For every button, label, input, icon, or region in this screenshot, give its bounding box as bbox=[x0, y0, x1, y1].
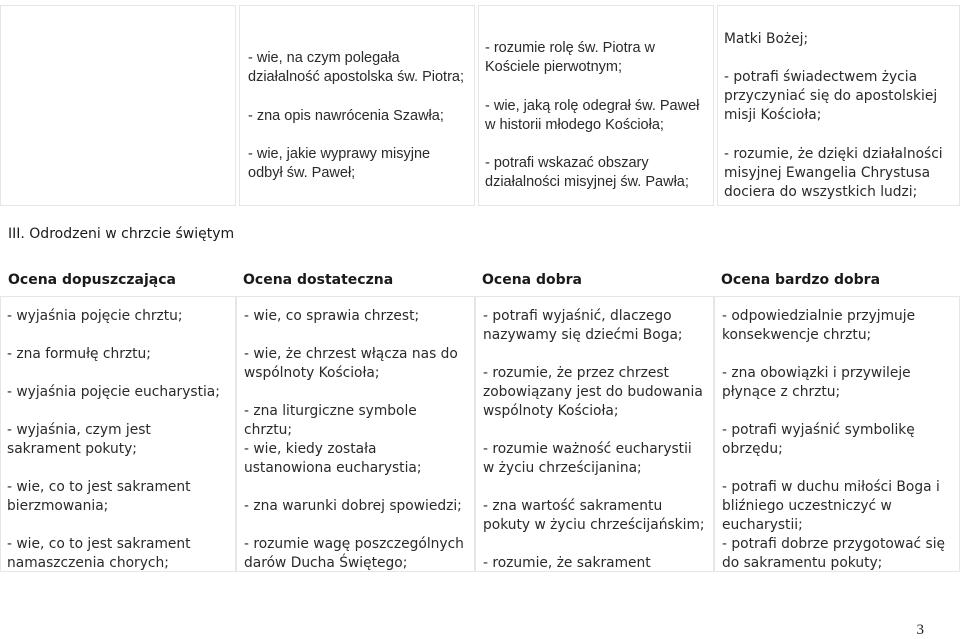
header-ocena-dobra: Ocena dobra bbox=[482, 272, 582, 288]
grade-item: - rozumie ważność eucharystii w życiu chrześcijanina; bbox=[483, 441, 692, 476]
grade-item: - odpowiedzialnie przyjmuje konsekwencje chrztu; bbox=[722, 308, 916, 343]
section-title: III. Odrodzeni w chrzcie świętym bbox=[8, 226, 235, 242]
grade-item: - wie, że chrzest włącza nas do wspólnoty Kościoła; bbox=[244, 346, 458, 381]
grade-cell-dostateczna bbox=[236, 296, 475, 572]
top-col1-item: - wie, jakie wyprawy misyjne odbył św. Paweł; bbox=[248, 146, 431, 181]
grade-item: - wyjaśnia, czym jest sakrament pokuty; bbox=[7, 422, 151, 457]
grade-item: - zna obowiązki i przywileje płynące z chrztu; bbox=[722, 365, 911, 400]
header-ocena-bardzo-dobra: Ocena bardzo dobra bbox=[721, 272, 881, 288]
top-table-cell-col2 bbox=[478, 5, 714, 206]
page-number: 3 bbox=[916, 622, 924, 638]
grade-item: - wie, co to jest sakrament bierzmowania; bbox=[7, 479, 191, 514]
grade-item: - potrafi wyjaśnić symbolikę obrzędu; bbox=[722, 422, 915, 457]
grade-item: - wie, co to jest sakrament namaszczenia chorych; bbox=[7, 536, 191, 571]
grade-item: - rozumie wagę poszczególnych darów Ducha Świętego; bbox=[244, 536, 464, 571]
top-col1-item: - wie, na czym polegała działalność apostolska św. Piotra; bbox=[248, 50, 464, 85]
grade-cell-dopuszczajaca bbox=[0, 296, 236, 572]
grade-item: - rozumie, że przez chrzest zobowiązany jest do budowania wspólnoty Kościoła; bbox=[483, 365, 703, 419]
header-ocena-dostateczna: Ocena dostateczna bbox=[243, 272, 394, 288]
grade-item: - potrafi w duchu miłości Boga i bliźniego uczestniczyć w eucharystii; bbox=[722, 479, 940, 533]
top-table-cell-col3 bbox=[717, 5, 960, 206]
grade-item: - potrafi wyjaśnić, dlaczego nazywamy się dziećmi Boga; bbox=[483, 308, 683, 343]
grade-item: - zna wartość sakramentu pokuty w życiu chrześcijańskim; bbox=[483, 498, 705, 533]
top-col2-item: - potrafi wskazać obszary działalności misyjnej św. Pawła; bbox=[485, 155, 689, 190]
top-col3-item: - potrafi świadectwem życia przyczyniać się do apostolskiej misji Kościoła; bbox=[724, 69, 938, 123]
grade-item: - potrafi dobrze przygotować się do sakramentu pokuty; bbox=[722, 536, 946, 571]
top-table-cell-empty bbox=[0, 5, 236, 206]
grade-item: - zna formułę chrztu; bbox=[7, 346, 151, 362]
grade-item: - zna liturgiczne symbole chrztu; bbox=[244, 403, 417, 438]
top-col3-item: - rozumie, że dzięki działalności misyjnej Ewangelia Chrystusa dociera do wszystkich ludzi; bbox=[724, 146, 943, 200]
grade-item: - wyjaśnia pojęcie eucharystia; bbox=[7, 384, 220, 400]
top-col2-item: - rozumie rolę św. Piotra w Kościele pierwotnym; bbox=[485, 40, 656, 75]
grade-item: - zna warunki dobrej spowiedzi; bbox=[244, 498, 462, 514]
header-ocena-dopuszczajaca: Ocena dopuszczająca bbox=[8, 272, 176, 288]
grade-item: - rozumie, że sakrament bbox=[483, 555, 651, 571]
grade-cell-dobra bbox=[475, 296, 714, 572]
grade-item: - wie, kiedy została ustanowiona eucharystia; bbox=[244, 441, 422, 476]
grade-item: - wie, co sprawia chrzest; bbox=[244, 308, 420, 324]
top-table-cell-col1 bbox=[239, 5, 475, 206]
top-col1-item: - zna opis nawrócenia Szawła; bbox=[248, 108, 444, 124]
top-col3-item: Matki Bożej; bbox=[724, 31, 809, 47]
top-col2-item: - wie, jaką rolę odegrał św. Paweł w historii młodego Kościoła; bbox=[485, 98, 700, 133]
grade-item: - wyjaśnia pojęcie chrztu; bbox=[7, 308, 183, 324]
grade-cell-bardzo-dobra bbox=[714, 296, 960, 572]
